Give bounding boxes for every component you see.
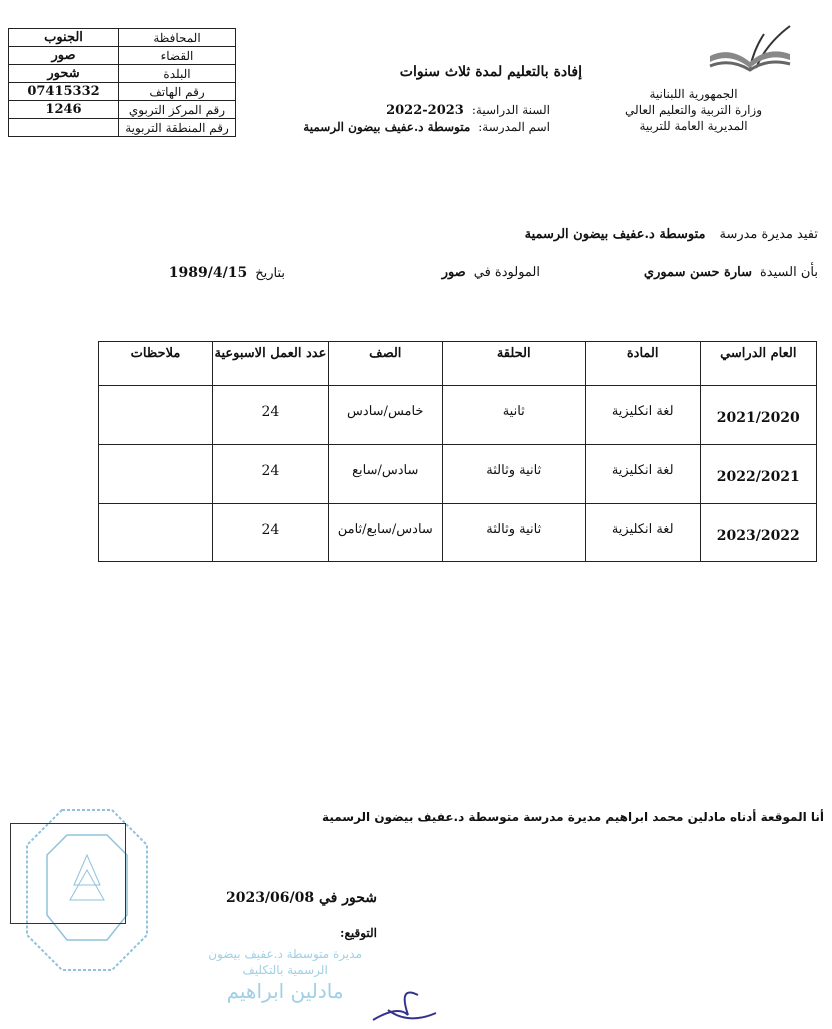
- intro-row: [525, 227, 818, 242]
- info-label: رقم المنطقة التربوية: [119, 119, 236, 137]
- document-title: إفادة بالتعليم لمدة ثلاث سنوات: [399, 64, 582, 80]
- column-header: العام الدراسي: [700, 342, 816, 386]
- info-row: [9, 65, 236, 83]
- table-cell: خامس/سادس: [328, 386, 442, 445]
- table-cell: 24: [212, 386, 328, 445]
- ministry-logo-icon: [706, 24, 794, 74]
- table-cell: لغة انكليزية: [585, 504, 700, 562]
- info-row: [9, 101, 236, 119]
- intro-label: تفيد مديرة مدرسة: [719, 227, 818, 242]
- table-row: [99, 445, 817, 504]
- school-value: متوسطة د.عفيف بيضون الرسمية: [303, 120, 471, 134]
- school-label: اسم المدرسة:: [478, 120, 550, 134]
- signature-label: التوقيع:: [340, 926, 377, 940]
- handwritten-signature-icon: [368, 975, 438, 1025]
- table-cell: [99, 386, 213, 445]
- republic-name: الجمهورية اللبنانية: [649, 87, 738, 101]
- info-label: القضاء: [119, 47, 236, 65]
- info-label: رقم المركز التربوي: [119, 101, 236, 119]
- column-header: الصف: [328, 342, 442, 386]
- info-value: الجنوب: [9, 29, 119, 47]
- info-row: [9, 83, 236, 101]
- person-name: سارة حسن سموري: [643, 265, 752, 280]
- academic-year-label: السنة الدراسية:: [471, 103, 550, 117]
- academic-year-row: [386, 103, 550, 118]
- info-label: المحافظة: [119, 29, 236, 47]
- info-label: رقم الهاتف: [119, 83, 236, 101]
- person-row: [644, 265, 818, 280]
- teaching-table: [98, 341, 817, 562]
- info-value: صور: [9, 47, 119, 65]
- info-row: [9, 29, 236, 47]
- table-cell: ثانية وثالثة: [442, 504, 585, 562]
- born-place: صور: [441, 265, 466, 280]
- table-row: [99, 386, 817, 445]
- table-cell: سادس/سابع: [328, 445, 442, 504]
- info-label: البلدة: [119, 65, 236, 83]
- column-header: الحلقة: [442, 342, 585, 386]
- born-row: [442, 265, 540, 280]
- signature-stamp: [208, 946, 362, 1004]
- birth-date-row: [169, 265, 285, 281]
- ministry-name: وزارة التربية والتعليم العالي: [625, 103, 762, 117]
- declaration: أنا الموقعة أدناه مادلين محمد ابراهيم مديرة مدرسة متوسطة د.عفيف بيضون الرسمية: [322, 810, 824, 824]
- table-row: [99, 504, 817, 562]
- table-cell: 24: [212, 504, 328, 562]
- person-label: بأن السيدة: [760, 265, 818, 280]
- date-label: بتاريخ: [255, 266, 285, 281]
- table-cell: سادس/سابع/ثامن: [328, 504, 442, 562]
- table-cell: [99, 504, 213, 562]
- stamp-line: الرسمية بالتكليف: [242, 963, 328, 977]
- table-cell: 2023/2022: [700, 504, 816, 562]
- info-table: [8, 28, 236, 137]
- birth-date: 1989/4/15: [168, 265, 248, 281]
- info-row: [9, 119, 236, 137]
- info-value: شحور: [9, 65, 119, 83]
- info-value: 07415332: [9, 83, 119, 101]
- table-cell: [99, 445, 213, 504]
- column-header: ملاحظات: [99, 342, 213, 386]
- info-value: [9, 119, 119, 137]
- table-cell: 24: [212, 445, 328, 504]
- intro-school: متوسطة د.عفيف بيضون الرسمية: [524, 227, 706, 242]
- table-cell: لغة انكليزية: [585, 445, 700, 504]
- column-header: عدد العمل الاسبوعية: [212, 342, 328, 386]
- directorate-name: المديرية العامة للتربية: [639, 119, 748, 133]
- stamp-line: مادلين ابراهيم: [226, 979, 344, 1003]
- table-cell: 2022/2021: [700, 445, 816, 504]
- school-row: [303, 120, 550, 134]
- academic-year-value: 2022-2023: [386, 103, 464, 118]
- info-value: 1246: [9, 101, 119, 119]
- table-cell: ثانية: [442, 386, 585, 445]
- stamp-line: مديرة متوسطة د.عفيف بيضون: [208, 947, 362, 961]
- table-cell: ثانية وثالثة: [442, 445, 585, 504]
- place-date: شحور في 2023/06/08: [225, 890, 377, 906]
- table-cell: 2021/2020: [700, 386, 816, 445]
- ministry-header: [625, 86, 762, 134]
- info-row: [9, 47, 236, 65]
- born-label: المولودة في: [473, 265, 540, 280]
- table-cell: لغة انكليزية: [585, 386, 700, 445]
- stamp-frame: [10, 823, 126, 924]
- column-header: المادة: [585, 342, 700, 386]
